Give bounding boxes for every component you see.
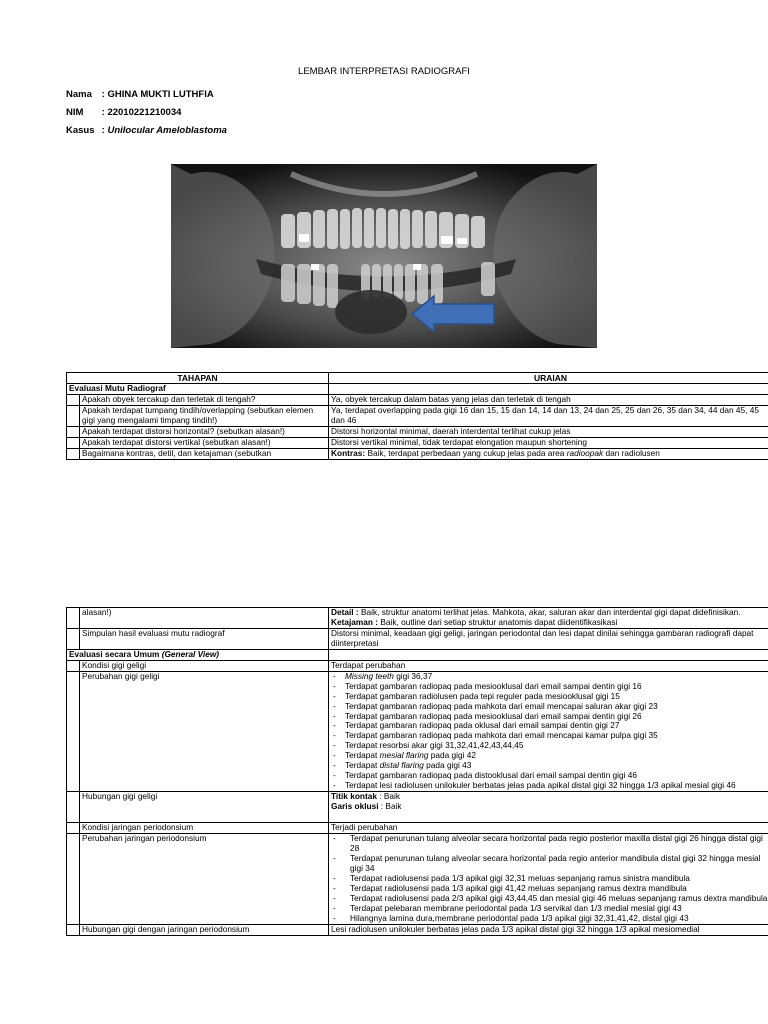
section-mutu-empty — [329, 384, 768, 395]
answer-cell: Distorsi horizontal minimal, daerah interdental terlihat cukup jelas — [329, 427, 768, 438]
answer-cell: Terdapat perubahan — [329, 660, 768, 671]
list-item — [331, 781, 768, 791]
kasus-colon: : — [101, 125, 105, 136]
question-cell: alasan!) — [80, 608, 329, 629]
interpretation-table-page2 — [66, 607, 768, 936]
kasus-label: Kasus — [66, 125, 95, 136]
table-row — [67, 608, 768, 629]
item-text: Terdapat gambaran radiopaq pada oklusal dari email sampai dentin gigi 27 — [345, 720, 620, 731]
question-cell: Apakah terdapat tumpang tindih/overlapping (sebutkan elemen gigi yang mengalami timpang tindih!) — [80, 406, 329, 427]
list-item: - Terdapat radiolusensi pada 1/3 apikal gigi 41,42 meluas sepanjang ramus dextra mandibula — [331, 884, 768, 894]
table-row — [67, 660, 768, 671]
section-mutu-label: Evaluasi Mutu Radiograf — [67, 384, 329, 395]
section-umum-em: (General View) — [161, 648, 220, 659]
kontras-label: Kontras: — [331, 447, 366, 458]
item-emphasis: distal flaring — [379, 760, 424, 771]
titik-kontak-value: : Baik — [376, 791, 401, 802]
kasus-line — [66, 125, 227, 136]
table-row — [67, 792, 768, 823]
item-emphasis: mesial flaring — [379, 750, 429, 761]
titik-kontak-label: Titik kontak — [331, 791, 377, 802]
nim-line — [66, 107, 181, 118]
list-item: - Terdapat penurunan tulang alveolar secara horizontal pada regio anterior mandibula distal gigi 32 hingga mesial gigi 34 — [331, 854, 768, 874]
item-text: Terdapat gambaran radiolusen pada tepi reguler pada mesiooklusal gigi 15 — [345, 690, 620, 701]
perubahan-gigi-list — [331, 672, 768, 791]
item-text: Terdapat gambaran radiopaq pada mesiooklusal dari email sampai dentin gigi 16 — [345, 680, 642, 691]
document-title: LEMBAR INTERPRETASI RADIOGRAFI — [298, 66, 470, 77]
nama-label: Nama — [66, 89, 92, 100]
list-item: - Terdapat penurunan tulang alveolar secara horizontal pada regio posterior maxilla distal gigi 26 hingga distal gigi 28 — [331, 834, 768, 854]
table-row — [67, 924, 768, 935]
col-tahapan-header: TAHAPAN — [67, 373, 329, 384]
table-row — [67, 628, 768, 649]
question-cell: Perubahan jaringan periodonsium — [80, 834, 329, 925]
ketajaman-label: Ketajaman : — [331, 616, 379, 627]
question-cell: Simpulan hasil evaluasi mutu radiograf — [80, 628, 329, 649]
table-row — [67, 448, 768, 459]
answer-cell — [329, 792, 768, 823]
item-text: Terdapat gambaran radiopaq pada mesiooklusal dari email sampai dentin gigi 26 — [345, 710, 642, 721]
answer-cell: Distorsi minimal, keadaan gigi geligi, jaringan periodontal dan lesi dapat dinilai sehingga gambaran radiografi dapat diinterpretasi — [329, 628, 768, 649]
garis-oklusi-label: Garis oklusi — [331, 801, 379, 812]
table-header-row — [67, 373, 768, 384]
nama-value: : GHINA MUKTI LUTHFIA — [101, 89, 214, 100]
item-text: Terdapat — [345, 750, 380, 761]
kontras-em: radioopak — [566, 447, 604, 458]
question-cell: Apakah terdapat distorsi vertikal (sebutkan alasan!) — [80, 437, 329, 448]
detail-label: Detail : — [331, 607, 359, 617]
table-row — [67, 406, 768, 427]
item-text: Terdapat — [345, 760, 380, 771]
arrow-icon — [412, 294, 502, 334]
section-row — [67, 649, 768, 660]
item-text: pada gigi 42 — [428, 750, 477, 761]
answer-cell: Lesi radiolusen unilokuler berbatas jelas pada 1/3 apikal distal gigi 32 hingga 1/3 apikal mesiomedial — [329, 924, 768, 935]
section-umum-label — [67, 649, 329, 660]
item-text: gigi 36,37 — [393, 670, 433, 681]
kasus-value: Unilocular Ameloblastoma — [107, 125, 227, 136]
list-item: - Terdapat pelebaran membrane periodontal pada 1/3 servikal dan 1/3 medial mesial gigi 43 — [331, 904, 768, 914]
question-cell: Kondisi jaringan periodonsium — [80, 823, 329, 834]
answer-cell: Ya, terdapat overlapping pada gigi 16 dan 15, 15 dan 14, 14 dan 13, 24 dan 25, 25 dan 26, 35 dan 34, 44 dan 45, 45 dan 46 — [329, 406, 768, 427]
section-row — [67, 384, 768, 395]
nim-value: : 22010221210034 — [101, 107, 182, 118]
table-row — [67, 823, 768, 834]
panoramic-radiograph — [171, 164, 597, 348]
interpretation-table-page1 — [66, 372, 768, 460]
question-cell: Kondisi gigi geligi — [80, 660, 329, 671]
answer-cell — [329, 608, 768, 629]
item-text: pada gigi 43 — [423, 760, 472, 771]
answer-cell: Terjadi perubahan — [329, 823, 768, 834]
question-cell: Hubungan gigi geligi — [80, 792, 329, 823]
radiograph-image — [171, 164, 597, 348]
nim-label: NIM — [66, 107, 84, 118]
question-cell: Apakah obyek tercakup dan terletak di tengah? — [80, 395, 329, 406]
item-emphasis: Missing teeth — [345, 670, 394, 681]
item-text: Terdapat gambaran radiopaq pada mahkota dari email mencapai kamar pulpa gigi 35 — [345, 730, 658, 741]
table-row — [67, 427, 768, 438]
ketajaman-text: Baik, outline dari setiap struktur anatomis dapat diidentifikasikasi — [378, 616, 618, 627]
section-umum-text: Evaluasi secara Umum — [69, 648, 162, 659]
table-row — [67, 437, 768, 448]
question-cell: Perubahan gigi geligi — [80, 671, 329, 791]
item-text: Terdapat gambaran radiopaq pada mahkota dari email mencapai saluran akar gigi 23 — [345, 700, 658, 711]
table-row — [67, 671, 768, 791]
question-cell: Hubungan gigi dengan jaringan periodonsium — [80, 924, 329, 935]
list-item: - Terdapat radiolusensi pada 2/3 apikal gigi 43,44,45 dan mesial gigi 46 meluas sepanjang ramus dextra mandibula — [331, 894, 768, 904]
question-cell: Apakah terdapat distorsi horizontal? (sebutkan alasan!) — [80, 427, 329, 438]
kontras-text-end: dan radiolusen — [603, 447, 660, 458]
list-item: - Hilangnya lamina dura,membrane periodontal pada 1/3 apikal gigi 32,31,41,42, distal gigi 43 — [331, 914, 768, 924]
answer-cell: Ya, obyek tercakup dalam batas yang jelas dan terletak di tengah — [329, 395, 768, 406]
question-cell: Bagaimana kontras, detil, dan ketajaman (sebutkan — [80, 448, 329, 459]
detail-text: Baik, struktur anatomi terlihat jelas. Mahkota, akar, saluran akar dan interdental gigi dapat didefinisikan. — [358, 607, 741, 617]
answer-cell: Distorsi vertikal minimal, tidak terdapat elongation maupun shortening — [329, 437, 768, 448]
table-row — [67, 834, 768, 925]
nama-line — [66, 89, 214, 100]
answer-cell — [329, 448, 768, 459]
garis-oklusi-value: : Baik — [378, 801, 402, 812]
kontras-text: Baik, terdapat perbedaan yang cukup jelas pada area — [365, 447, 567, 458]
item-text: Terdapat lesi radiolusen unilokuler berbatas jelas pada apikal distal gigi 32 hingga 1/3 apikal mesial gigi 46 — [345, 780, 736, 791]
answer-cell — [329, 834, 768, 925]
table-row — [67, 395, 768, 406]
answer-cell — [329, 671, 768, 791]
item-text: Terdapat resorbsi akar gigi 31,32,41,42,43,44,45 — [345, 740, 524, 751]
perubahan-perio-list — [331, 834, 768, 924]
col-uraian-header: URAIAN — [329, 373, 768, 384]
item-text: Terdapat gambaran radiopaq pada distooklusal dari email sampai dentin gigi 46 — [345, 770, 637, 781]
list-item: - Terdapat radiolusensi pada 1/3 apikal gigi 32,31 meluas sepanjang ramus sinistra mandibula — [331, 874, 768, 884]
